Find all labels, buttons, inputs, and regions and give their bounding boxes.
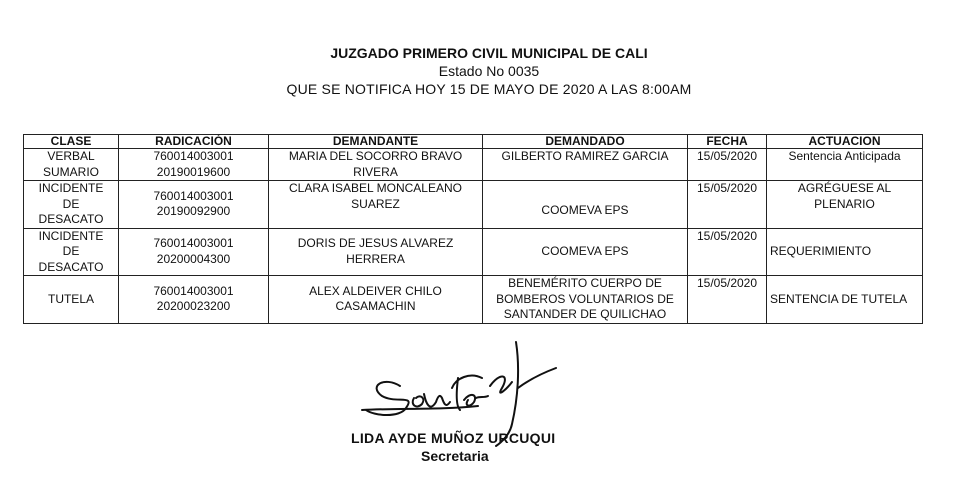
cell-demandado: COOMEVA EPS xyxy=(483,181,688,229)
cell-actuacion: AGRÉGUESE AL PLENARIO xyxy=(767,181,923,229)
cell-actuacion: REQUERIMIENTO xyxy=(767,228,923,276)
table-row xyxy=(24,149,923,181)
cell-clase: TUTELA xyxy=(24,276,119,324)
table-row xyxy=(24,276,923,324)
cell-demandado: COOMEVA EPS xyxy=(483,228,688,276)
notification-date: QUE SE NOTIFICA HOY 15 DE MAYO DE 2020 A LAS 8:00AM xyxy=(286,81,692,97)
cell-fecha: 15/05/2020 xyxy=(688,181,767,229)
cell-actuacion: SENTENCIA DE TUTELA xyxy=(767,276,923,324)
cell-radicacion: 760014003001 20200023200 xyxy=(119,276,269,324)
col-header-demandante: DEMANDANTE xyxy=(269,135,483,149)
cell-radicacion: 760014003001 20190019600 xyxy=(119,149,269,181)
signer-name: LIDA AYDE MUÑOZ URCUQUI xyxy=(351,430,556,446)
cell-demandante: ALEX ALDEIVER CHILO CASAMACHIN xyxy=(269,276,483,324)
table-header-row xyxy=(24,135,923,149)
table-row xyxy=(24,181,923,229)
document-header xyxy=(0,44,978,98)
cell-fecha: 15/05/2020 xyxy=(688,228,767,276)
cell-demandante: MARIA DEL SOCORRO BRAVO RIVERA xyxy=(269,149,483,181)
cell-demandado: GILBERTO RAMIREZ GARCIA xyxy=(483,149,688,181)
cell-demandado: BENEMÉRITO CUERPO DE BOMBEROS VOLUNTARIOS DE SANTANDER DE QUILICHAO xyxy=(483,276,688,324)
cell-radicacion: 760014003001 20200004300 xyxy=(119,228,269,276)
table-row xyxy=(24,228,923,276)
cell-clase: INCIDENTE DE DESACATO xyxy=(24,181,119,229)
col-header-fecha: FECHA xyxy=(688,135,767,149)
col-header-radicacion: RADICACIÓN xyxy=(119,135,269,149)
cell-fecha: 15/05/2020 xyxy=(688,276,767,324)
cell-fecha: 15/05/2020 xyxy=(688,149,767,181)
cell-demandante: CLARA ISABEL MONCALEANO SUAREZ xyxy=(269,181,483,229)
court-title: JUZGADO PRIMERO CIVIL MUNICIPAL DE CALI xyxy=(330,45,648,61)
estado-number: Estado No 0035 xyxy=(438,63,540,79)
cell-actuacion: Sentencia Anticipada xyxy=(767,149,923,181)
col-header-actuacion: ACTUACION xyxy=(767,135,923,149)
cell-clase: INCIDENTE DE DESACATO xyxy=(24,228,119,276)
col-header-clase: CLASE xyxy=(24,135,119,149)
cell-demandante: DORIS DE JESUS ALVAREZ HERRERA xyxy=(269,228,483,276)
signer-role: Secretaria xyxy=(421,448,489,464)
col-header-demandado: DEMANDADO xyxy=(483,135,688,149)
estado-table xyxy=(23,134,923,324)
cell-clase: VERBAL SUMARIO xyxy=(24,149,119,181)
cell-radicacion: 760014003001 20190092900 xyxy=(119,181,269,229)
